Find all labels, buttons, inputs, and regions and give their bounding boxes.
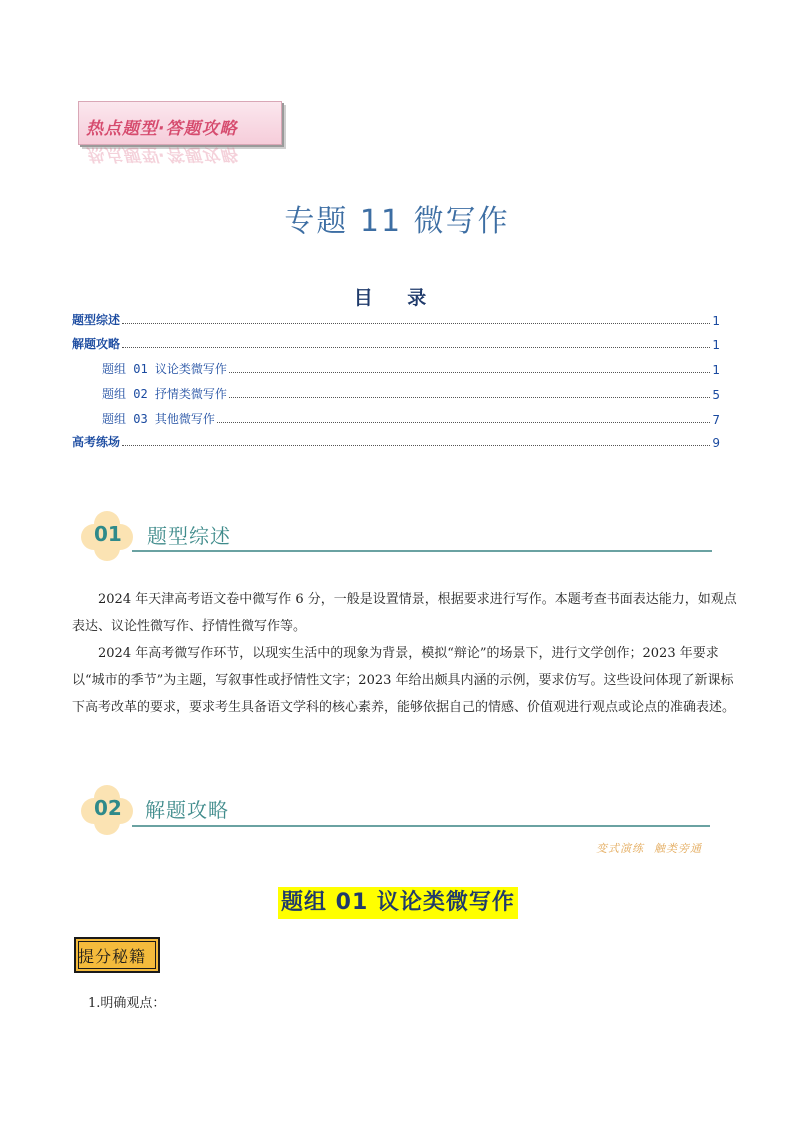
toc-entry-page: 7 (712, 413, 720, 427)
toc-entry[interactable] (72, 332, 720, 352)
body-paragraph: 2024 年天津高考语文卷中微写作 6 分，一般是设置情景，根据要求进行写作。本题考查书面表达能力，如观点表达、议论性微写作、抒情性微写作等。 (72, 592, 737, 634)
toc-entry-label[interactable]: 题组 02 抒情类微写作 (102, 387, 227, 401)
banner-text: 热点题型·答题攻略 (86, 119, 238, 139)
toc-leader-dots (122, 323, 710, 324)
toc-entry[interactable] (102, 407, 720, 427)
section-divider (132, 825, 710, 827)
banner-reflection: 热点题型·答题攻略 (86, 144, 238, 164)
toc-leader-dots (229, 372, 710, 373)
toc-entry-page: 1 (712, 363, 720, 377)
section-divider (132, 550, 712, 552)
section-tagline (596, 840, 702, 856)
toc-entry-page: 9 (712, 436, 720, 450)
tagline-part: 触类旁通 (654, 842, 702, 855)
page-title: 专题 11 微写作 (284, 204, 510, 239)
toc-leader-dots (217, 422, 710, 423)
section-number: 02 (94, 796, 122, 820)
section-title: 题型综述 (147, 524, 231, 548)
toc-leader-dots (122, 347, 710, 348)
toc-entry[interactable] (72, 308, 720, 328)
toc-entry[interactable] (102, 357, 720, 377)
toc-leader-dots (229, 397, 710, 398)
numbered-point: 1.明确观点： (88, 996, 166, 1011)
toc-entry-page: 1 (712, 314, 720, 328)
toc-entry-page: 5 (712, 388, 720, 402)
toc-entry-page: 1 (712, 338, 720, 352)
toc-entry-label[interactable]: 题型综述 (72, 313, 121, 327)
tip-label: 提分秘籍 (78, 947, 147, 966)
section-number: 01 (94, 522, 122, 546)
toc-leader-dots (122, 445, 710, 446)
toc-entry-label[interactable]: 解题攻略 (72, 337, 121, 351)
tagline-part: 变式演练 (596, 842, 644, 855)
body-paragraph: 2024 年高考微写作环节，以现实生活中的现象为背景，模拟“辩论”的场景下，进行文学创作；2023 年要求以“城市的季节”为主题，写叙事性或抒情性文字；2023 年给出颇具内涵的示例，要求仿写。这些设问体现了新课标下高考改革的要求，要求考生具备语文学科的核心素养，能够依据自己的情感、价值观进行观点或论点的准确表述。 (72, 646, 736, 715)
toc-entry-label[interactable]: 高考练场 (72, 435, 121, 449)
toc-entry-label[interactable]: 题组 03 其他微写作 (102, 412, 215, 426)
toc-title: 目 录 (353, 287, 441, 309)
group-heading: 题组 01 议论类微写作 (278, 887, 518, 919)
toc-entry-label[interactable]: 题组 01 议论类微写作 (102, 362, 227, 376)
toc-entry[interactable] (72, 430, 720, 450)
toc-entry[interactable] (102, 382, 720, 402)
section-title: 解题攻略 (145, 798, 229, 822)
